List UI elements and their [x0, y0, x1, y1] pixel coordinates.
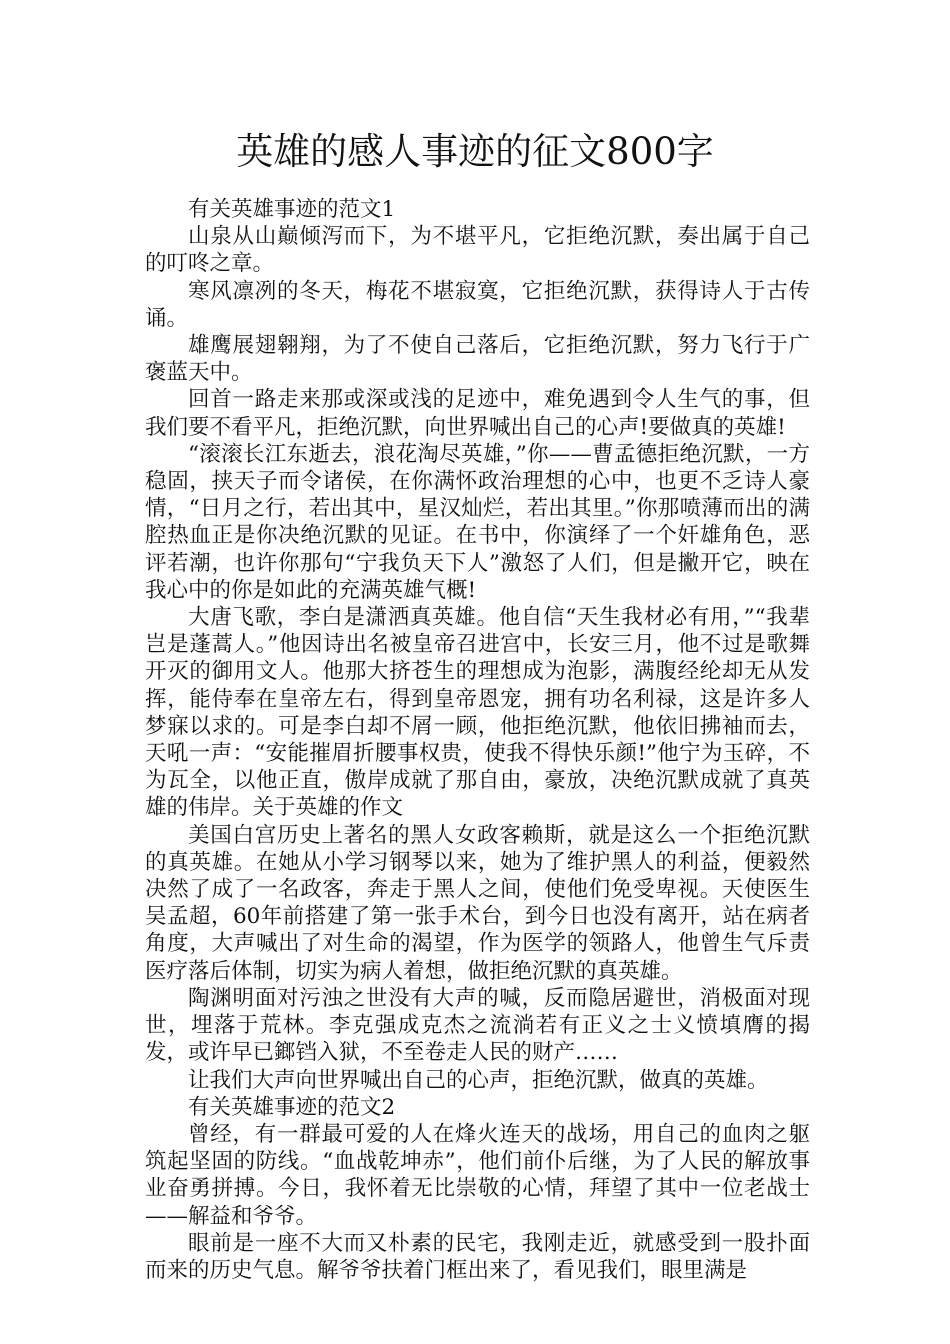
paragraph: 山泉从山巅倾泻而下，为不堪平凡，它拒绝沉默，奏出属于自己的叮咚之章。 — [145, 224, 810, 277]
paragraph: 大唐飞歌，李白是潇洒真英雄。他自信“天生我材必有用，”“我辈岂是蓬蒿人。”他因诗出名被皇帝召进宫中，长安三月，他不过是歌舞开灭的御用文人。他那大挤苍生的理想成为泡影，满腹经纶却无从发挥，能侍奉在皇帝左右，得到皇帝恩宠，拥有功名利禄，这是许多人梦寐以求的。可是李白却不屑一顾，他拒绝沉默，他依旧拂袖而去，天吼一声：“安能摧眉折腰事权贵，使我不得快乐颜!”他宁为玉碎，不为瓦全，以他正直，傲岸成就了那自由，豪放，决绝沉默成就了真英雄的伟岸。关于英雄的作文 — [145, 605, 810, 821]
paragraph: 寒风凛冽的冬天，梅花不堪寂寞，它拒绝沉默，获得诗人于古传诵。 — [145, 278, 810, 331]
paragraph: 曾经，有一群最可爱的人在烽火连天的战场，用自己的血肉之躯筑起坚固的防线。“血战乾坤赤”，他们前仆后继，为了人民的解放事业奋勇拼搏。今日，我怀着无比崇敬的心情，拜望了其中一位老战士——解益和爷爷。 — [145, 1121, 810, 1229]
section-heading: 有关英雄事迹的范文2 — [188, 1094, 396, 1120]
paragraph: 雄鹰展翅翱翔，为了不使自己落后，它拒绝沉默，努力飞行于广褒蓝天中。 — [145, 333, 810, 386]
paragraph: 回首一路走来那或深或浅的足迹中，难免遇到令人生气的事，但我们要不看平凡，拒绝沉默，向世界喊出自己的心声!要做真的英雄! — [145, 387, 810, 440]
section-heading: 有关英雄事迹的范文1 — [188, 197, 396, 222]
paragraph: 美国白宫历史上著名的黑人女政客赖斯，就是这么一个拒绝沉默的真英雄。在她从小学习钢琴以来，她为了维护黑人的利益，便毅然决然了成了一名政客，奔走于黑人之间，使他们免受卑视。天使医生吴孟超，60年前搭建了第一张手术台，到今日也没有离开，站在病者角度，大声喊出了对生命的渴望，作为医学的领路人，他曾生气斥责医疗落后体制，切实为病人着想，做拒绝沉默的真英雄。 — [145, 822, 810, 984]
paragraph: “滚滚长江东逝去，浪花淘尽英雄，”你——曹孟德拒绝沉默，一方稳固，挟天子而令诸侯，在你满怀政治理想的心中，也更不乏诗人豪情，“日月之行，若出其中，星汉灿烂，若出其里。”你那喷薄而出的满腔热血正是你决绝沉默的见证。在书中，你演绎了一个奸雄角色，恶评若潮，也许你那句“宁我负天下人”激怒了人们，但是撇开它，映在我心中的你是如此的充满英雄气概! — [145, 441, 810, 603]
paragraph: 陶渊明面对污浊之世没有大声的喊，反而隐居避世，消极面对现世，埋落于荒林。李克强成克杰之流淌若有正义之士义愤填膺的揭发，或许早已鎯铛入狱，不至卷走人民的财产…… — [145, 985, 810, 1066]
document-title: 英雄的感人事迹的征文800字 — [236, 130, 714, 173]
document-body — [145, 196, 810, 1284]
paragraph: 眼前是一座不大而又朴素的民宅，我刚走近，就感受到一股扑面而来的历史气息。解爷爷扶着门框出来了，看见我们，眼里满是 — [145, 1230, 810, 1283]
paragraph: 让我们大声向世界喊出自己的心声，拒绝沉默，做真的英雄。 — [188, 1067, 769, 1093]
